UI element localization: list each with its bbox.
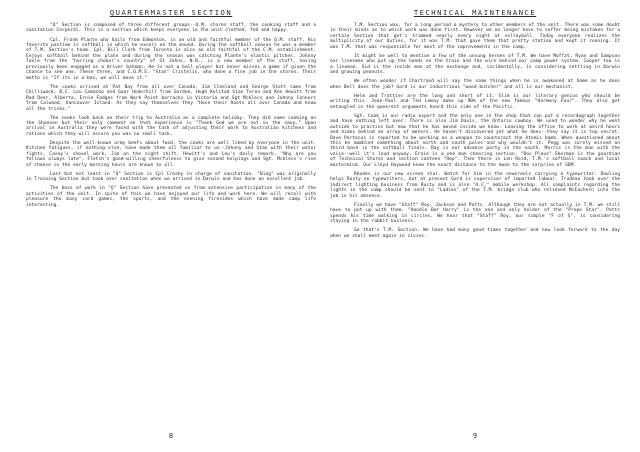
left-page: [26, 0, 316, 452]
paragraph: Sgt. Cook is our radio expert and the only one in the shop that can put a recordograph together and have nothing left over. There is also Jim Davis, the Ontario cowboy. We used to wonder why he went outside to practice but now that he has moved inside we know. Leaving the office to work at weird hours and hides behind an array of meters. He haven't discovered yet what he does--they say it is top secret. Dave Portecus is reported to be working on a weapon to counteract the Atomic bomb. When questioned about this he mumbled something about north and south poles and why wouldn't it. Pegg was sorely missed on third base in the softball finals. Ray is our advance party in the south. Morris is the man with the voice--well it's loud anyway. Ernie is a one man cheering section. "Doc Plaus" Sherman is the guardian of Technical Stores and section canteen "Rep". Then there is Len Reid, T.M.'s softball coach and local mastermind. Our Lloyd Haywood knew the exact distance to the moon to the surprise of SDM.: [330, 113, 620, 168]
paragraph: Helm and Trottier are the long and short of it. Slim is our literary genius who should be writing this. Jean-Paul and Ted Lemay make up 90% of the new famous "Harmony Four". They also get entangled in the queerest arguments heard this side of the Pacific.: [330, 93, 620, 110]
paragraph: Last but not least in "Q" Section is Cpl Crosby in charge of sanitation. "Bing" was originally in Training Section but took over sanitation when we arrived in Darwin and has done an excellent job.: [26, 171, 316, 183]
paragraph: It might be well to mention a few of the unsung heroes of T.M. We have Moffat, Ryan and Sampson our linesmen who put up the hands on the train and the wire behind our camp power system. Cooper too is a lineman. Sid is the inside man at the exchange and, incidentally, is considering settling in Darwin and growing peanuts.: [330, 53, 620, 76]
paragraph: The boss of work in "Q" Section have prevented us from extensive participation in many of the activities of the unit. In spite of this we have enjoyed our life and work here. We will recall with pleasure the many card games, the sports, and the evening firesides which have made camp life interesting.: [26, 186, 316, 208]
paragraph: So that's T.M. Section. We have had many good times together and now look forward to the day when we shall meet again in civies.: [330, 228, 620, 239]
paragraph: We often wonder if Chartrand will say the same things when he is awakened at home as he does when Bell does the job? Gord is our industrious "wood butcher" and all is our mechanist.: [330, 79, 620, 90]
paragraph: "Q" Section is composed of three different groups--Q.M. stores staff, the cooking staff and a sanitation Corporal. This is a section which keeps everyone in the unit clothed, fed and happy.: [26, 23, 316, 34]
paragraph: The cooks look back on their trip to Australia as a complete holiday. They did some cooking on the Shannon but their only comment on that experience is "Thank God we are not in the navy." Upon arrival in Australia they were faced with the task of adjusting their work to Australian kitchens and rations which they will assure you was no small task.: [26, 115, 316, 137]
page-number: 9: [472, 432, 478, 440]
paragraph: The cooks arrived at Pat Bay from all over Canada. Jim Cleeland and George Stott came from Chilliwack, B.C. Lou Camacho and Gaar Underhill from Gordon, Hugh Kolstad Stan Teron and Ken Hewitt from Red Deer, Alberta, Ernie Fodges from Work Point barracks in Victoria and Sgt Mcklecs and Johnny Connors from Calwood, Vancouver Island. As they say themselves they "Have their Roots all over Canada and know all the tricks.": [26, 84, 316, 112]
page-title: QUARTERMASTER SECTION: [109, 8, 233, 17]
page-number: 8: [168, 432, 174, 440]
right-page: [330, 0, 620, 452]
page-title: TECHNICAL MAINTENANCE: [413, 8, 537, 17]
paragraph: Finally we have "Staff" Roy, Jackson and Potts. Although they are not actually in T.M. we still have to put up with them. "Handle Bar Harry" is the one and only holder of the "Prope Star". Potts spends his time walking in circles. We hear that "Staff" Roy, our simple "F of S", is considering staying in the rabbit business.: [330, 202, 620, 225]
paragraph: Rhodes is our new screen star. Watch for him in the newsreels carrying a typewriter. Dowling helps Rusty on typewriters, but at present Gord is supervisor of imported labour. Trudeau took over the indirect lighting business from Rusty and is also "O.C." mobile workshop. All complaints regarding the lights in the camp should be sent to "Ladies" of the T.M. bridge club who relieved McEachern into the job in his absence.: [330, 171, 620, 199]
paragraph: T.M. Section was, for a long period a mystery to other members of the unit. There was some doubt in their minds as to which work was done first. However we no longer have to suffer being mistaken for a certain Section that get's trimmed nearly every night at volleyball. Today everyone realizes the multiplicity of our duties, for it was T.M. that gave them that pretty station and kept it running. It was T.M. that was responsible for most of the improvements in the camp.: [330, 23, 620, 50]
paragraph: Cpl. Frank Plante who hails from Edmonton, is an old and faithful member of the Q.M. staff. His favorite pastime is softball in which he excels on the mound. During the softball season he was a member of T.M. Section's team. Cpl. Bill Clark from Toronto is also an old faithful of the C.M. establishment. Enjoys softball behind the plate and during the season was catching Plante's elastic pitches. Johnny Toole from the "herring choker's country" of St Johns, N.B., is a new member of the staff, having previously been engaged as a driver batman. He is not a ball player but never misses a game if given the chance to see one. These three, and C.Q.M.S. "Stan" Cristelis, who done a fine job in the stores. Their motto is "If its in a box, we will move it.": [26, 37, 316, 81]
paragraph: Despite the well-known army beefs about food, the cooks are well liked by everyone in the unit. Kitchen fatigues, if nothing else, have made them all familiar to us--Johnny and Stan with their water fights, Casey's shovel work, Jim on the night shift, Hewitt's and Lou's daily remark, "Why are you fellows always late", Fletch's good-willing cheerfulness to give second helpings and Sgt. Mcklecs's rise of cheese in the early morning hours are known to all.: [26, 140, 316, 168]
